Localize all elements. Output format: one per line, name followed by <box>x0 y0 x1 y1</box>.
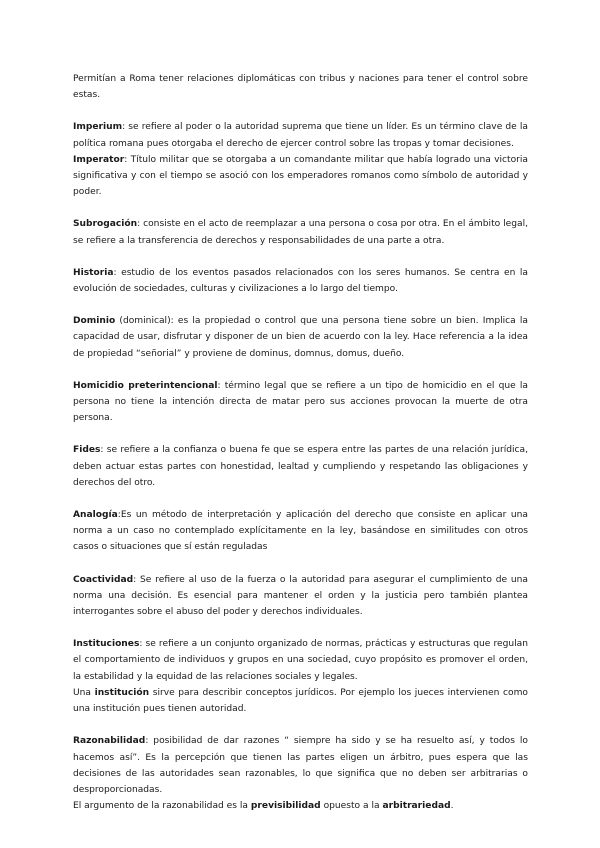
imperium-text: : se refiere al poder o la autoridad suprema que tiene un líder. Es un término clave de la política romana pues otorgaba el derecho de ejercer control sobre las tropas y tomar decisiones. <box>73 122 528 149</box>
homicidio-text: : término legal que se refiere a un tipo de homicidio en el que la persona no tiene la intención directa de matar pero sus acciones provocan la muerte de otra persona. <box>73 380 528 424</box>
historia-term: Historia <box>73 267 114 278</box>
institucion-pre: Una <box>73 687 95 698</box>
argumento-pre: El argumento de la razonabilidad es la <box>73 801 251 812</box>
dominio-term: Dominio <box>73 316 116 327</box>
subrogacion-text: : consiste en el acto de reemplazar a una persona o cosa por otra. En el ámbito legal, se refiere a la transferencia de derechos y responsabilidades de una parte a otra. <box>73 219 528 246</box>
subrogacion-definition <box>73 216 528 248</box>
imperator-definition <box>73 152 528 201</box>
argumento-end: . <box>450 801 454 812</box>
intro-paragraph: Permitían a Roma tener relaciones diplomáticas con tribus y naciones para tener el control sobre estas. <box>73 74 528 101</box>
coactividad-term: Coactividad <box>73 574 134 585</box>
analogia-text: :Es un método de interpretación y aplicación del derecho que consiste en aplicar una norma a un caso no contemplado explícitamente en la ley, basándose en similitudes con otros casos o situaciones que sí están reguladas <box>73 510 528 553</box>
arbitrariedad-term: arbitrariedad <box>382 801 451 812</box>
razonabilidad-text: : posibilidad de dar razones “ siempre ha sido y se ha resuelto así, y todos lo hacemos así”. Es la percepción que tienen las partes eligen un árbitro, pues espera que las decisiones de las autoridades sean razonables, lo que significa que no deben ser arbitrarias o desproporcionadas. <box>73 736 528 795</box>
institucion-note <box>73 685 528 717</box>
argumento-mid: opuesto a la <box>320 801 383 812</box>
coactividad-definition <box>73 572 528 621</box>
razonabilidad-definition <box>73 733 528 798</box>
historia-text: : estudio de los eventos pasados relacionados con los seres humanos. Se centra en la evolución de sociedades, culturas y civilizaciones a lo largo del tiempo. <box>73 267 528 295</box>
analogia-definition <box>73 507 528 556</box>
fides-definition <box>73 442 528 491</box>
imperium-term: Imperium <box>73 122 123 133</box>
institucion-text: sirve para describir conceptos jurídicos. Por ejemplo los jueces intervienen como una institución pues tienen autoridad. <box>73 687 528 715</box>
subrogacion-term: Subrogación <box>73 219 138 230</box>
fides-term: Fides <box>73 445 101 456</box>
homicidio-term: Homicidio preterintencional <box>73 380 218 391</box>
instituciones-text: : se refiere a un conjunto organizado de normas, prácticas y estructuras que regulan el comportamiento de individuos y grupos en una sociedad, cuyo propósito es promover el orden, la estabilidad y la equidad de las relaciones sociales y legales. <box>73 639 528 682</box>
instituciones-term: Instituciones <box>73 639 140 650</box>
analogia-term: Analogía <box>73 510 118 521</box>
historia-definition <box>73 265 528 297</box>
previsibilidad-term: previsibilidad <box>250 801 321 812</box>
dominio-definition <box>73 313 528 362</box>
coactividad-text: : Se refiere al uso de la fuerza o la autoridad para asegurar el cumplimiento de una norma una decisión. Es esencial para mantener el orden y la justicia pero también plantea interrogantes sobre el abuso del poder y derechos individuales. <box>73 574 528 618</box>
razonabilidad-term: Razonabilidad <box>73 736 146 747</box>
instituciones-definition <box>73 636 528 685</box>
dominio-text: (dominical): es la propiedad o control que una persona tiene sobre un bien. Implica la capacidad de usar, disfrutar y disponer de un bien de acuerdo con la ley. Hace referencia a la idea de propiedad “señorial” y proviene de dominus, domnus, domus, dueño. <box>73 316 528 359</box>
argumento-note <box>73 798 528 814</box>
institucion-term: institución <box>94 687 150 698</box>
imperium-definition <box>73 119 528 151</box>
imperator-term: Imperator <box>73 154 125 165</box>
fides-text: : se refiere a la confianza o buena fe que se espera entre las partes de una relación jurídica, deben actuar estas partes con honestidad, lealtad y cumpliendo y respetando las obligaciones y derechos del otro. <box>73 445 528 488</box>
imperator-text: : Título militar que se otorgaba a un comandante militar que había logrado una victoria significativa y con el tiempo se asoció con los emperadores romanos como símbolo de autoridad y poder. <box>73 154 528 198</box>
homicidio-definition <box>73 378 528 427</box>
